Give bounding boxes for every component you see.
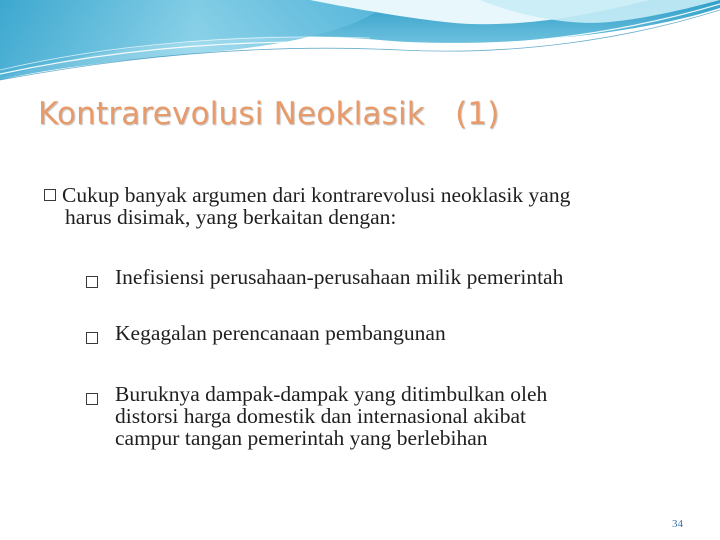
page-number: 34 xyxy=(672,518,683,530)
list-item-line: Buruknya dampak-dampak yang ditimbulkan oleh xyxy=(115,382,548,406)
list-item-line: Kegagalan perencanaan pembangunan xyxy=(115,321,446,345)
main-point-line-2: harus disimak, yang berkaitan dengan: xyxy=(65,205,397,229)
decorative-wave-banner xyxy=(0,0,720,85)
main-point-line-1 xyxy=(44,184,694,206)
list-item-line: Inefisiensi perusahaan-perusahaan milik pemerintah xyxy=(115,265,564,289)
list-item-line: distorsi harga domestik dan internasional akibat xyxy=(115,404,526,428)
main-point-text-1: Cukup banyak argumen dari kontrarevolusi neoklasik yang xyxy=(62,183,571,207)
list-item xyxy=(86,383,686,449)
bullet-box-icon xyxy=(44,189,56,201)
slide-title: Kontrarevolusi Neoklasik (1) xyxy=(38,96,500,132)
bullet-box-icon xyxy=(86,327,104,349)
bullet-box-icon xyxy=(86,388,104,410)
main-point xyxy=(44,184,694,228)
list-item xyxy=(86,266,686,288)
list-item xyxy=(86,322,686,344)
bullet-box-icon xyxy=(86,271,104,293)
list-item-line: campur tangan pemerintah yang berlebihan xyxy=(115,426,488,450)
